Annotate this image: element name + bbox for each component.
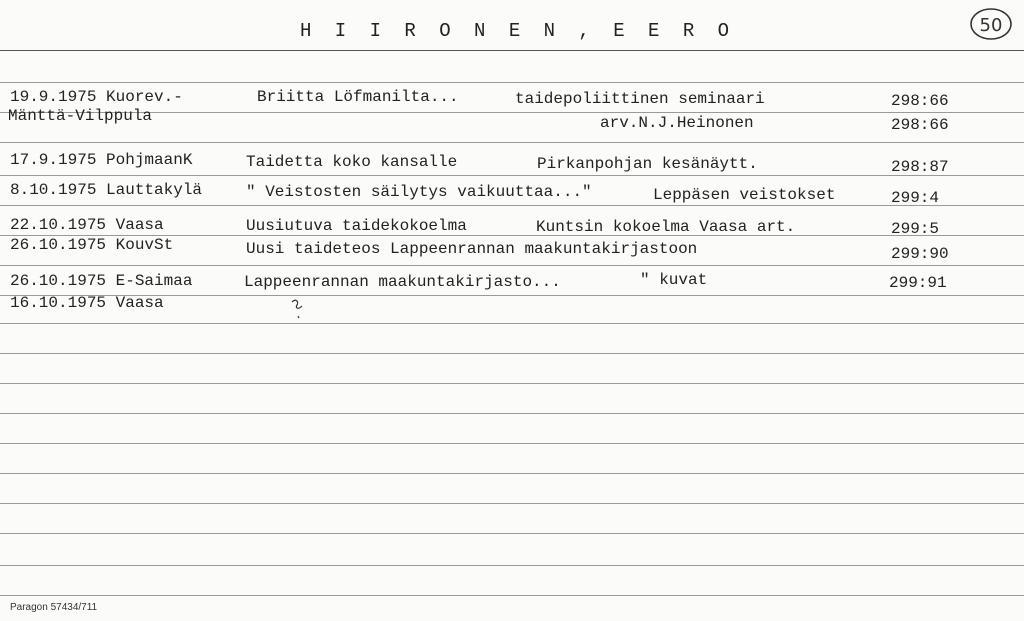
entry-title: Lappeenrannan maakuntakirjasto... (244, 273, 561, 291)
entry-subject: arv.N.J.Heinonen (600, 114, 754, 132)
entry-date-source: 17.9.1975 PohjmaanK (10, 151, 193, 169)
ruled-line (0, 443, 1024, 444)
entry-ref: 299:4 (891, 189, 940, 207)
ruled-line (0, 353, 1024, 354)
stamp-number: 50 (979, 15, 1003, 36)
entry-ref: 298:66 (891, 116, 949, 134)
entry-subject: taidepoliittinen seminaari (515, 90, 765, 108)
ruled-line (0, 112, 1024, 113)
ruled-line (0, 142, 1024, 143)
entry-title: Uusiutuva taidekokoelma (246, 217, 467, 235)
entry-title: Briitta Löfmanilta... (257, 88, 459, 106)
entry-ref: 299:5 (891, 220, 940, 238)
ruled-line (0, 383, 1024, 384)
ruled-line (0, 265, 1024, 266)
entry-date-source: 16.10.1975 Vaasa (10, 294, 164, 312)
entry-title: Uusi taideteos Lappeenrannan maakuntakirjastoon (246, 240, 698, 258)
ruled-line (0, 565, 1024, 566)
entry-title: Taidetta koko kansalle (246, 153, 458, 171)
ruled-line (0, 595, 1024, 596)
ruled-line (0, 205, 1024, 206)
ruled-line (0, 323, 1024, 324)
entry-date-source: 26.10.1975 E-Saimaa (10, 272, 193, 290)
card-title: H I I R O N E N , E E R O (300, 20, 736, 42)
entry-ref: 299:90 (891, 245, 949, 263)
ruled-line (0, 82, 1024, 83)
stamp-icon (968, 6, 1014, 42)
entry-title: " Veistosten säilytys vaikuuttaa..." (246, 183, 592, 201)
entry-ref: 298:66 (891, 92, 949, 110)
header-rule (0, 50, 1024, 51)
ruled-line (0, 473, 1024, 474)
ruled-line (0, 413, 1024, 414)
ruled-line (0, 175, 1024, 176)
entry-date-source: 8.10.1975 Lauttakylä (10, 181, 203, 199)
entry-subject: Kuntsin kokoelma Vaasa art. (536, 218, 796, 236)
entry-date-source: 26.10.1975 KouvSt (10, 236, 174, 254)
entry-date-source: 22.10.1975 Vaasa (10, 216, 164, 234)
entry-subject: Leppäsen veistokset (653, 186, 836, 204)
entry-date-source: 19.9.1975 Kuorev.- (10, 88, 183, 106)
card-footer: Paragon 57434/711 (10, 602, 98, 613)
entry-subject: Pirkanpohjan kesänäytt. (537, 155, 758, 173)
ruled-line (0, 503, 1024, 504)
entry-subject: " kuvat (640, 271, 708, 289)
entry-ref: 299:91 (889, 274, 947, 292)
ruled-line (0, 533, 1024, 534)
handwritten-mark-icon (288, 296, 308, 322)
entry-date-source: Mänttä-Vilppula (8, 107, 153, 125)
entry-ref: 298:87 (891, 158, 949, 176)
